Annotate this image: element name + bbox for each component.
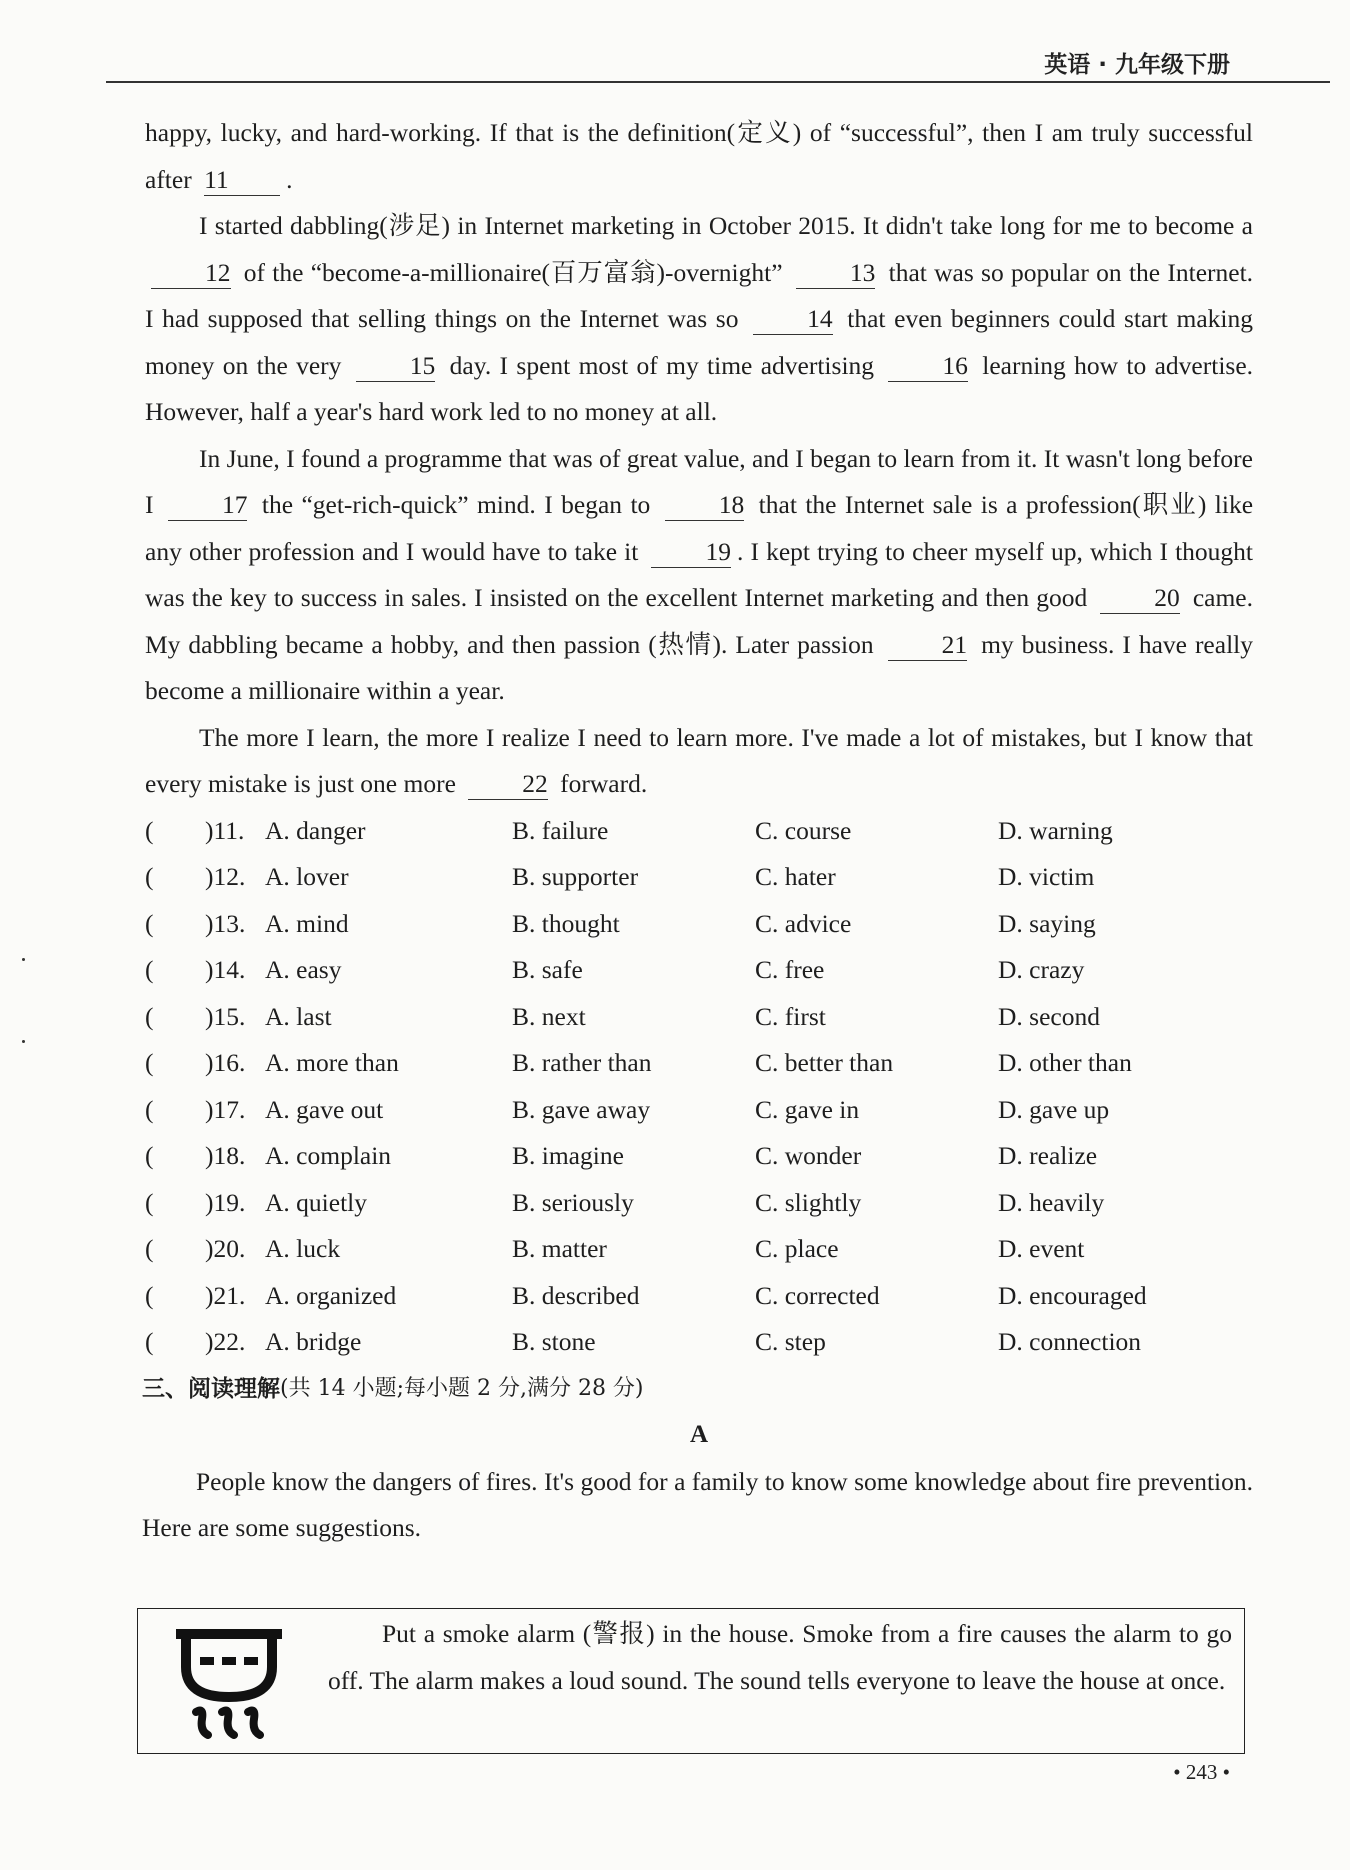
answer-paren: ( [145,1141,154,1170]
option-b: B. next [512,1001,586,1031]
answer-paren: ( [145,1048,154,1077]
option-b: B. seriously [512,1187,634,1217]
blank-19: 19 [651,537,731,568]
option-a: A. quietly [265,1187,367,1217]
option-c: C. slightly [755,1187,862,1217]
blank-20: 20 [1100,583,1180,614]
header-rule [106,81,1330,83]
blank-22: 22 [468,769,548,800]
option-c: C. advice [755,908,852,938]
question-number: )21. [205,1280,246,1310]
option-a: A. easy [265,955,342,984]
option-c: C. place [755,1234,839,1263]
box-text [328,1611,1232,1704]
blank-12: 12 [151,258,231,289]
answer-paren: ( [145,1001,154,1031]
option-a: A. gave out [265,1094,384,1124]
blank-11: 11 [204,165,280,196]
option-b: B. failure [512,815,609,845]
option-c: C. wonder [755,1141,862,1170]
text: of the “become-a-millionaire(百万富翁)-overnight” [243,257,783,287]
text: day. I spent most of my time advertising [449,350,875,380]
option-d: D. encouraged [998,1280,1147,1310]
page-number: • 243 • [1173,1760,1230,1784]
header-title: 英语 · 九年级下册 [1044,52,1230,78]
part-heading: A [689,1421,709,1448]
option-a: A. organized [265,1280,397,1310]
option-row [145,1180,1253,1227]
blank-13: 13 [796,258,876,289]
option-b: B. described [512,1280,640,1310]
blank-15: 15 [356,351,436,382]
answer-paren: ( [145,815,154,845]
option-d: D. saying [998,908,1096,938]
answer-paren: ( [145,1187,154,1217]
option-row [145,1273,1253,1320]
option-d: D. gave up [998,1094,1110,1124]
text: happy, lucky, and hard-working. If that is the definition(定义) of “successful”, then I am truly successful after [145,118,1253,194]
answer-paren: ( [145,1094,154,1124]
text: . I kept trying to cheer myself up, which I thought was the key to success in sales. I insisted on the excellent Internet marketing and then good [145,536,1253,612]
section-title-text: 三、阅读理解 [142,1375,280,1402]
text: that the Internet sale is a profession(职业) like any other profession and I would have to take it [145,490,1254,566]
suggestion-box [137,1608,1245,1754]
text: learning how to advertise. However, half a year's hard work led to no money at all. [145,350,1254,426]
answer-paren: ( [145,1234,154,1263]
option-a: A. luck [265,1234,341,1263]
option-d: D. event [998,1234,1085,1263]
question-number: )17. [205,1094,246,1124]
answer-paren: ( [145,1280,154,1310]
option-a: A. danger [265,815,366,845]
option-a: A. bridge [265,1327,362,1356]
text: my business. I have really become a millionaire within a year. [145,629,1253,705]
option-d: D. heavily [998,1187,1105,1217]
option-row [145,1133,1253,1180]
option-c: C. step [755,1327,826,1356]
option-row [145,1087,1253,1134]
paragraph-2 [145,203,1253,436]
answer-paren: ( [145,908,154,938]
blank-17: 17 [168,490,248,521]
option-a: A. mind [265,908,349,938]
question-number: )20. [205,1234,246,1263]
question-number: )16. [205,1048,246,1077]
option-row [145,1319,1253,1366]
option-c: C. better than [755,1048,894,1077]
option-b: B. gave away [512,1094,651,1124]
question-number: )14. [205,955,246,984]
question-number: )12. [205,862,246,891]
section-title [142,1366,1253,1413]
option-row [145,854,1253,901]
option-a: A. complain [265,1141,392,1170]
option-d: D. connection [998,1327,1142,1356]
option-row [145,808,1253,855]
paragraph-4 [145,715,1253,808]
option-a: A. lover [265,862,349,891]
section-note: (共 14 小题;每小题 2 分,满分 28 分) [280,1375,644,1401]
question-number: )15. [205,1001,246,1031]
page-header [0,0,1350,84]
option-b: B. safe [512,955,583,984]
text: The more I learn, the more I realize I need to learn more. I've made a lot of mistakes, but I know that every mistake is just one more [145,722,1253,798]
margin-dot [22,1040,25,1043]
option-row [145,1040,1253,1087]
text: . [286,164,293,194]
option-d: D. crazy [998,955,1085,984]
option-b: B. thought [512,908,620,938]
option-a: A. more than [265,1048,399,1077]
text: the “get-rich-quick” mind. I began to [261,490,651,519]
option-a: A. last [265,1001,332,1031]
option-b: B. matter [512,1234,607,1263]
answer-paren: ( [145,955,154,984]
blank-14: 14 [753,304,833,335]
margin-dot [22,958,25,961]
blank-21: 21 [888,630,968,661]
option-c: C. first [755,1001,826,1031]
text: came. My dabbling became a hobby, and then passion (热情). Later passion [145,583,1253,659]
option-b: B. supporter [512,862,639,891]
answer-paren: ( [145,1327,154,1356]
option-d: D. victim [998,862,1095,891]
question-number: )18. [205,1141,246,1170]
text: forward. [560,769,648,798]
question-number: )13. [205,908,246,938]
paragraph-3 [145,436,1253,715]
option-b: B. rather than [512,1048,652,1077]
option-row [145,994,1253,1041]
options-list [145,808,1253,1366]
option-c: C. hater [755,862,836,891]
answer-paren: ( [145,862,154,891]
option-row [145,1226,1253,1273]
option-b: B. imagine [512,1141,624,1170]
question-number: )22. [205,1327,246,1356]
blank-18: 18 [665,490,745,521]
text: In June, I found a programme that was of great value, and I began to learn from it. It wasn't long before I [145,443,1253,519]
text: that even beginners could start making money on the very [145,304,1253,380]
question-number: )19. [205,1187,246,1217]
option-d: D. other than [998,1048,1132,1077]
option-d: D. realize [998,1141,1098,1170]
text: that was so popular on the Internet. I had supposed that selling things on the Internet was so [145,257,1254,333]
question-number: )11. [205,815,245,845]
main-content [142,110,1254,1552]
option-c: C. gave in [755,1094,860,1124]
option-row [145,901,1253,948]
option-c: C. corrected [755,1280,880,1310]
text: I started dabbling(涉足) in Internet marketing in October 2015. It didn't take long for me to become a [199,211,1253,240]
box-paragraph: Put a smoke alarm (警报) in the house. Smoke from a fire causes the alarm to go off. The alarm makes a loud sound. The sound tells everyone to leave the house at once. [328,1619,1232,1695]
paragraph-1 [145,110,1253,203]
option-c: C. course [755,815,852,845]
blank-16: 16 [888,351,968,382]
option-d: D. second [998,1001,1100,1031]
option-b: B. stone [512,1327,596,1356]
smoke-alarm-icon [174,1627,284,1739]
reading-intro: People know the dangers of fires. It's good for a family to know some knowledge about fire prevention. Here are some suggestions. [142,1466,1253,1542]
option-d: D. warning [998,815,1113,845]
option-row [145,947,1253,994]
option-c: C. free [755,955,825,984]
